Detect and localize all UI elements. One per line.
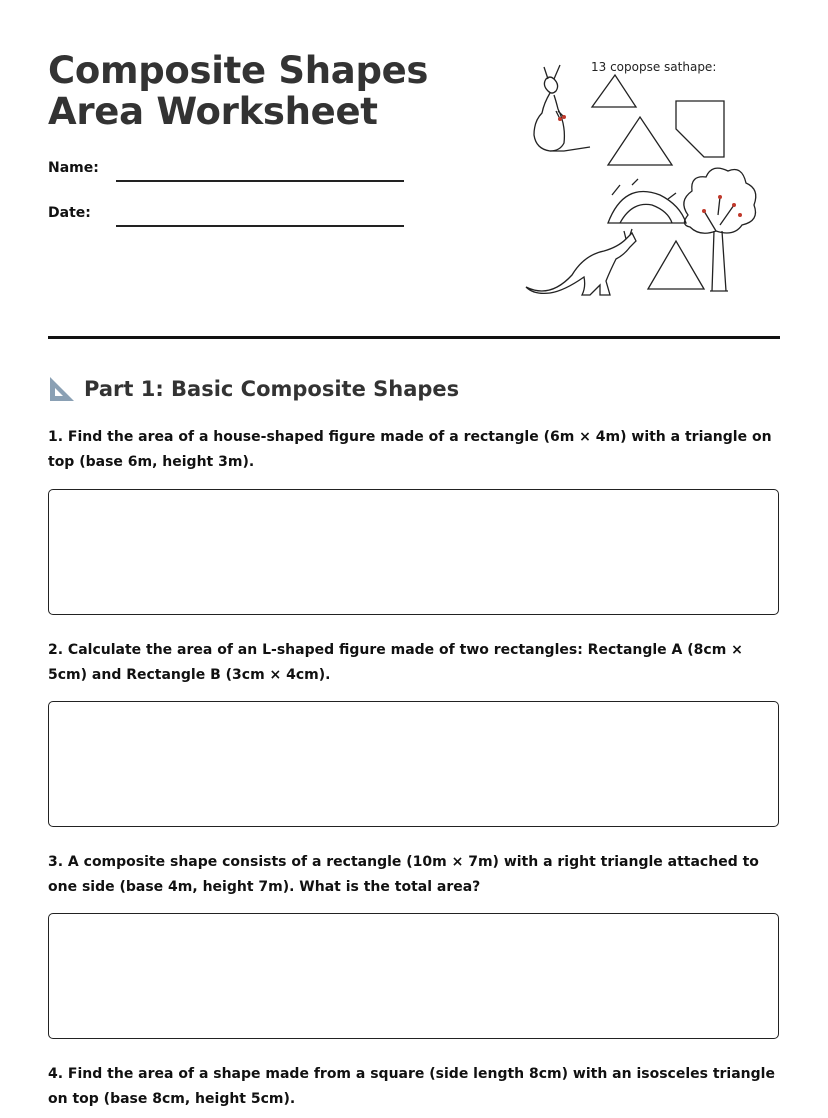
- kangaroo-hopping-icon: [526, 229, 636, 295]
- section-title: Part 1: Basic Composite Shapes: [84, 377, 460, 401]
- date-field[interactable]: [116, 225, 404, 227]
- page-title: Composite Shapes Area Worksheet: [48, 49, 429, 133]
- kangaroo-sitting-icon: [534, 65, 590, 151]
- question-2: 2. Calculate the area of an L-shaped figure made of two rectangles: Rectangle A (8cm × 5cm) and Rectangle B (3cm × 4cm).: [48, 642, 743, 683]
- name-label: Name:: [48, 160, 99, 176]
- triangle-shapes: [592, 75, 724, 289]
- answer-box-1[interactable]: [48, 489, 779, 615]
- answer-box-2[interactable]: [48, 701, 779, 827]
- header-divider: [48, 336, 780, 339]
- shapes-illustration: [520, 55, 780, 305]
- question-4: 4. Find the area of a shape made from a square (side length 8cm) with an isosceles triangle on top (base 8cm, height 5cm).: [48, 1066, 775, 1107]
- illustration-caption: 13 copopse sathape:: [591, 60, 717, 74]
- name-field[interactable]: [116, 180, 404, 182]
- set-square-icon: [48, 375, 76, 403]
- question-3: 3. A composite shape consists of a rectangle (10m × 7m) with a right triangle attached to one side (base 4m, height 7m). What is the total area?: [48, 854, 759, 895]
- dome-shape: [608, 179, 686, 223]
- section-heading: [48, 373, 459, 405]
- question-1: 1. Find the area of a house-shaped figure made of a rectangle (6m × 4m) with a triangle on top (base 6m, height 3m).: [48, 429, 772, 470]
- answer-box-3[interactable]: [48, 913, 779, 1039]
- date-label: Date:: [48, 205, 91, 221]
